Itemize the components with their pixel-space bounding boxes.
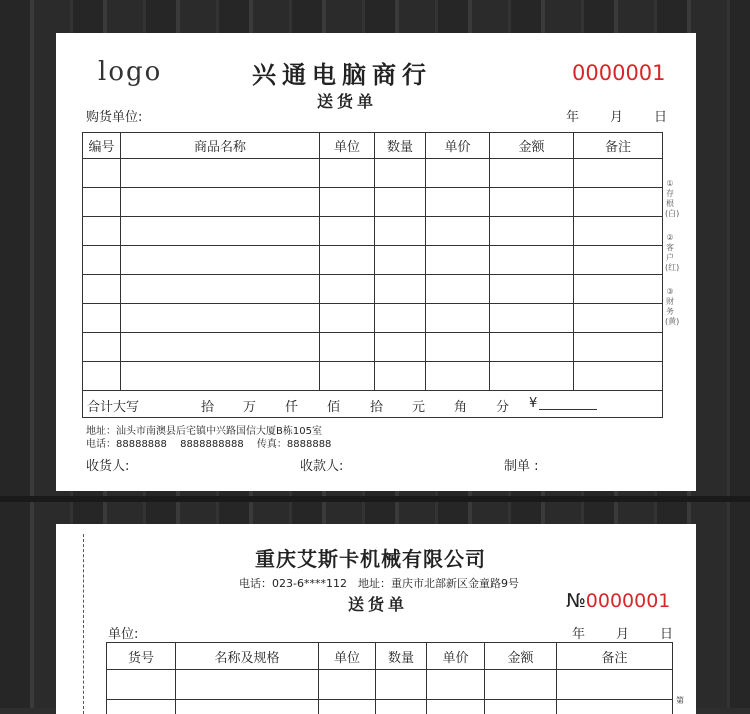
serial-block (566, 590, 670, 612)
table-header-row (83, 133, 663, 159)
cell[interactable] (426, 217, 490, 246)
side-mark: 第 (676, 695, 684, 706)
table-row[interactable] (83, 275, 663, 304)
unit-jiao: 角 (454, 396, 467, 415)
cell[interactable] (427, 700, 485, 714)
cell[interactable] (83, 333, 121, 362)
cell[interactable] (83, 304, 121, 333)
cell[interactable] (320, 188, 375, 217)
cell[interactable] (426, 246, 490, 275)
cell[interactable] (574, 333, 663, 362)
cell[interactable] (121, 159, 320, 188)
cell[interactable] (557, 670, 673, 700)
col-header: 单价 (427, 643, 485, 670)
cell[interactable] (121, 304, 320, 333)
delivery-form-1 (56, 33, 696, 491)
col-header: 数量 (375, 133, 426, 159)
cell[interactable] (320, 217, 375, 246)
cell[interactable] (426, 188, 490, 217)
cell[interactable] (427, 670, 485, 700)
col-header: 名称及规格 (176, 643, 319, 670)
cell[interactable] (320, 362, 375, 391)
table-row[interactable] (83, 188, 663, 217)
cell[interactable] (83, 217, 121, 246)
table-row[interactable] (83, 246, 663, 275)
table-row[interactable] (83, 333, 663, 362)
cell[interactable] (426, 362, 490, 391)
plank-gap (0, 496, 750, 502)
unit-bai: 佰 (327, 396, 340, 415)
cell[interactable] (107, 670, 176, 700)
cell[interactable] (320, 275, 375, 304)
amount-line[interactable] (539, 409, 597, 410)
cell[interactable] (490, 304, 574, 333)
cell[interactable] (319, 700, 376, 714)
total-cell[interactable] (83, 391, 663, 418)
receiver-label: 收货人: (86, 455, 129, 474)
cell[interactable] (490, 246, 574, 275)
cell[interactable] (83, 275, 121, 304)
cell[interactable] (485, 670, 557, 700)
cell[interactable] (375, 246, 426, 275)
table-row[interactable] (107, 670, 673, 700)
buyer-label: 单位: (108, 623, 138, 642)
date-year: 年 (566, 106, 579, 125)
serial-number: 0000001 (572, 61, 666, 85)
total-label: 合计大写 (87, 396, 139, 415)
date-day: 日 (654, 106, 667, 125)
buyer-label: 购货单位: (86, 106, 142, 125)
copy-note-red: ②客户(红) (665, 233, 675, 273)
col-header: 单位 (320, 133, 375, 159)
copy-note-white: ①存根(白) (665, 179, 675, 219)
cell[interactable] (574, 275, 663, 304)
cell[interactable] (490, 362, 574, 391)
cell[interactable] (375, 362, 426, 391)
col-header: 编号 (83, 133, 121, 159)
cell[interactable] (574, 159, 663, 188)
col-header: 单位 (319, 643, 376, 670)
cell[interactable] (375, 333, 426, 362)
copy-note-yellow: ③财务(黄) (665, 287, 675, 327)
serial-number: 0000001 (586, 590, 671, 612)
cell[interactable] (490, 159, 574, 188)
cell[interactable] (319, 670, 376, 700)
unit-wan: 万 (243, 396, 256, 415)
cell[interactable] (320, 304, 375, 333)
goods-table (82, 132, 663, 418)
table-row[interactable] (83, 159, 663, 188)
table-row[interactable] (83, 362, 663, 391)
cell[interactable] (121, 362, 320, 391)
unit-shi2: 拾 (370, 396, 383, 415)
cell[interactable] (485, 700, 557, 714)
col-header: 备注 (574, 133, 663, 159)
cell[interactable] (375, 188, 426, 217)
phone-line: 电话：88888888 8888888888 传真：8888888 (86, 435, 331, 450)
cell[interactable] (426, 304, 490, 333)
cell[interactable] (426, 275, 490, 304)
cell[interactable] (83, 362, 121, 391)
table-row[interactable] (83, 217, 663, 246)
cell[interactable] (490, 217, 574, 246)
cell[interactable] (557, 700, 673, 714)
cell[interactable] (426, 159, 490, 188)
col-header: 商品名称 (121, 133, 320, 159)
cell[interactable] (574, 246, 663, 275)
perforation-line (83, 534, 84, 714)
date-month: 月 (610, 106, 623, 125)
cell[interactable] (375, 275, 426, 304)
cell[interactable] (107, 700, 176, 714)
cell[interactable] (574, 362, 663, 391)
unit-yuan: 元 (412, 396, 425, 415)
col-header: 备注 (557, 643, 673, 670)
cell[interactable] (376, 670, 427, 700)
cell[interactable] (320, 246, 375, 275)
total-row (83, 391, 663, 418)
cell[interactable] (320, 159, 375, 188)
cell[interactable] (376, 700, 427, 714)
date-month: 月 (616, 623, 629, 642)
cell[interactable] (176, 700, 319, 714)
cell[interactable] (83, 159, 121, 188)
unit-qian: 仟 (285, 396, 298, 415)
col-header: 金额 (485, 643, 557, 670)
cell[interactable] (121, 188, 320, 217)
cell[interactable] (121, 217, 320, 246)
goods-table (106, 642, 673, 714)
cell[interactable] (121, 275, 320, 304)
cell[interactable] (426, 333, 490, 362)
cell[interactable] (83, 246, 121, 275)
cell[interactable] (490, 275, 574, 304)
col-header: 单价 (426, 133, 490, 159)
cell[interactable] (375, 159, 426, 188)
cell[interactable] (490, 188, 574, 217)
table-row[interactable] (83, 304, 663, 333)
cell[interactable] (490, 333, 574, 362)
logo-placeholder: logo (98, 57, 162, 87)
number-sign: № (566, 590, 586, 612)
address-line: 地址：汕头市南澳县后宅镇中兴路国信大厦B栋105室 (86, 422, 322, 437)
col-header: 货号 (107, 643, 176, 670)
col-header: 金额 (490, 133, 574, 159)
cell[interactable] (375, 217, 426, 246)
cell[interactable] (375, 304, 426, 333)
unit-shi: 拾 (201, 396, 214, 415)
cell[interactable] (574, 188, 663, 217)
cell[interactable] (121, 246, 320, 275)
cell[interactable] (320, 333, 375, 362)
cell[interactable] (574, 217, 663, 246)
cell[interactable] (176, 670, 319, 700)
cell[interactable] (83, 188, 121, 217)
unit-fen: 分 (496, 396, 509, 415)
cell[interactable] (121, 333, 320, 362)
company-name: 兴通电脑商行 (252, 55, 432, 90)
date-year: 年 (572, 623, 585, 642)
table-row[interactable] (107, 700, 673, 714)
company-name: 重庆艾斯卡机械有限公司 (255, 543, 486, 572)
document-title: 送货单 (317, 89, 377, 112)
cell[interactable] (574, 304, 663, 333)
delivery-form-2 (56, 524, 696, 714)
yen-sign: ¥ (529, 396, 537, 411)
table-header-row (107, 643, 673, 670)
contact-line: 电话：023-6****112 地址：重庆市北部新区金童路9号 (239, 575, 519, 591)
document-title: 送货单 (348, 592, 408, 615)
payee-label: 收款人: (300, 455, 343, 474)
preparer-label: 制单 : (504, 455, 539, 474)
col-header: 数量 (376, 643, 427, 670)
date-day: 日 (660, 623, 673, 642)
